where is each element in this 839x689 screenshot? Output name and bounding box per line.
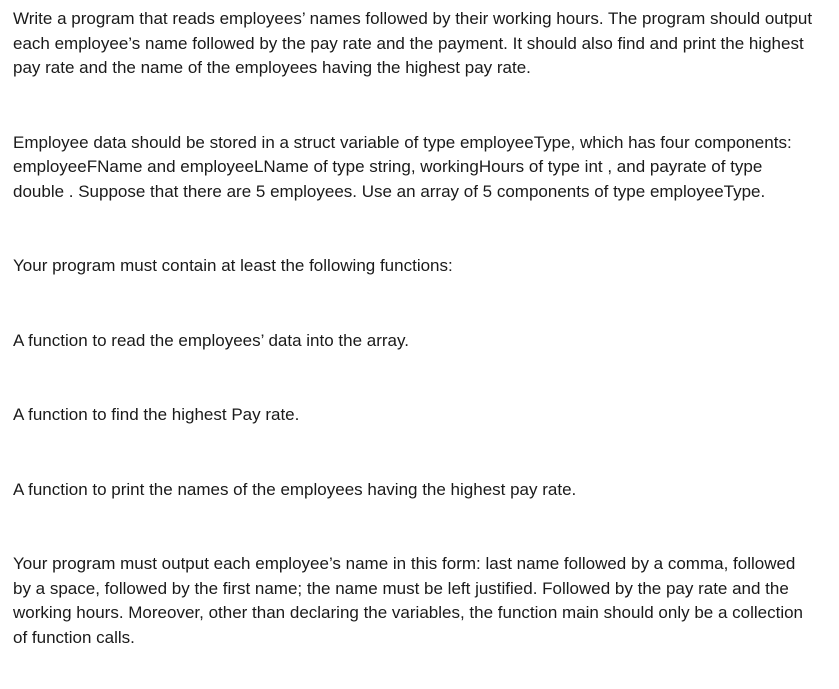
paragraph-function-read: A function to read the employees’ data into the array. — [13, 330, 409, 350]
paragraph-spacer — [13, 81, 813, 131]
paragraph-spacer — [13, 279, 813, 329]
paragraph-functions-intro: Your program must contain at least the following functions: — [13, 256, 453, 275]
paragraph-spacer — [13, 204, 813, 254]
paragraph-function-print: A function to print the names of the employees having the highest pay rate. — [13, 479, 577, 499]
paragraph-function-highest: A function to find the highest Pay rate. — [13, 405, 300, 424]
paragraph-intro: Write a program that reads employees’ names followed by their working hours. The program should output each employee’s name followed by the pay rate and the payment. It should also find and print the highest pay rate and the name of the employees having the highest pay rate. — [13, 9, 813, 77]
paragraph-spacer — [13, 353, 813, 403]
paragraph-output-format: Your program must output each employee’s name in this form: last name followed by a comma, followed by a space, followed by the first name; the name must be left justified. Followed by the pay rate and the working hours. Moreover, other than declaring the variables, the function main should only be a collection of function calls. — [13, 554, 804, 647]
document-body — [13, 7, 813, 650]
paragraph-employee-data: Employee data should be stored in a struct variable of type employeeType, which has four components: employeeFName and employeeLName of type string, workingHours of type int , and payrate of type double . Suppose that there are 5 employees. Use an array of 5 components of type employeeType. — [13, 132, 792, 201]
paragraph-spacer — [13, 502, 813, 552]
paragraph-spacer — [13, 428, 813, 478]
